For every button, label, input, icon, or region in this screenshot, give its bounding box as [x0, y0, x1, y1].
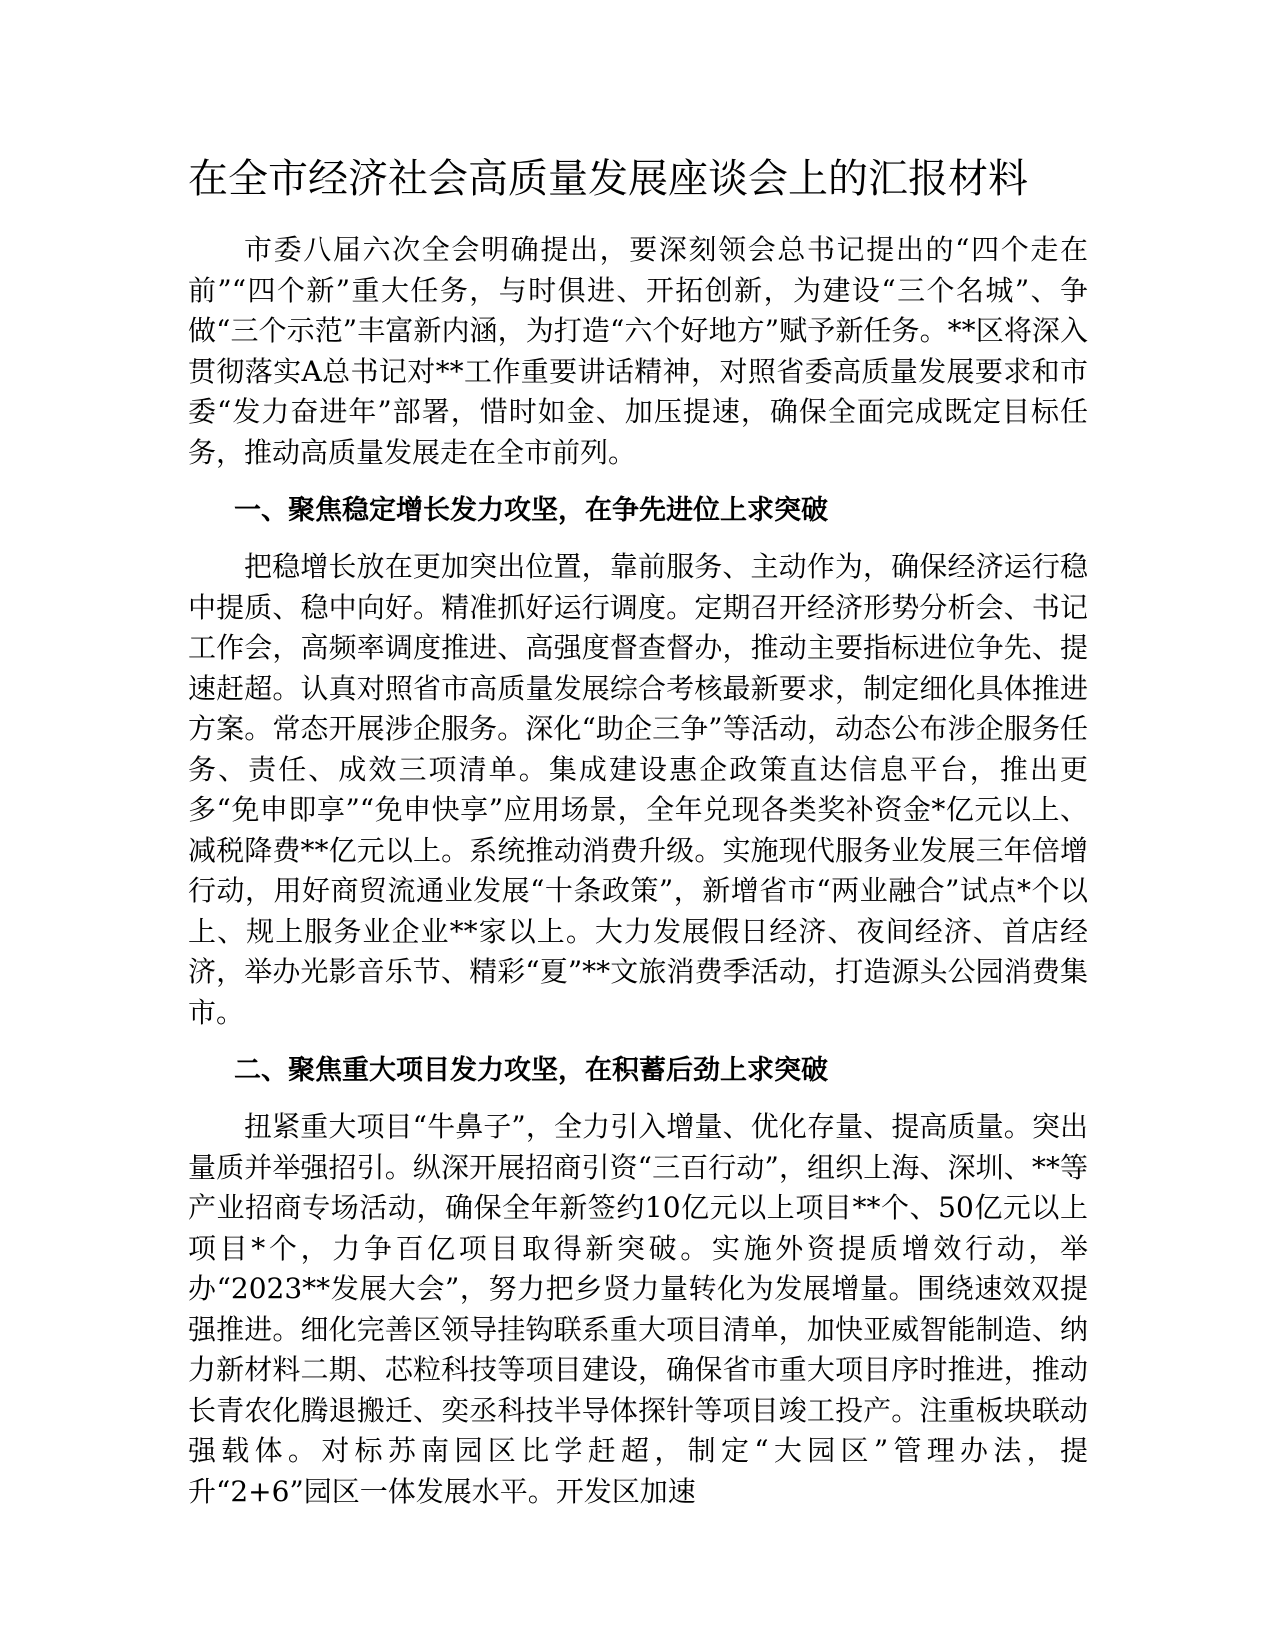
section-heading-1: 一、聚焦稳定增长发力攻坚，在争先进位上求突破 — [234, 495, 828, 526]
document-page — [188, 150, 1088, 1512]
intro-paragraph: 市委八届六次全会明确提出，要深刻领会总书记提出的“四个走在前”“四个新”重大任务，与时俱进、开拓创新，为建设“三个名城”、争做“三个示范”丰富新内涵，为打造“六个好地方”赋予新任务。**区将深入贯彻落实A总书记对**工作重要讲话精神，对照省委高质量发展要求和市委“发力奋进年”部署，惜时如金、加压提速，确保全面完成既定目标任务，推动高质量发展走在全市前列。 — [188, 233, 1088, 469]
section-body-1: 把稳增长放在更加突出位置，靠前服务、主动作为，确保经济运行稳中提质、稳中向好。精准抓好运行调度。定期召开经济形势分析会、书记工作会，高频率调度推进、高强度督查督办，推动主要指标进位争先、提速赶超。认真对照省市高质量发展综合考核最新要求，制定细化具体推进方案。常态开展涉企服务。深化“助企三争”等活动，动态公布涉企服务任务、责任、成效三项清单。集成建设惠企政策直达信息平台，推出更多“免申即享”“免申快享”应用场景，全年兑现各类奖补资金*亿元以上、减税降费**亿元以上。系统推动消费升级。实施现代服务业发展三年倍增行动，用好商贸流通业发展“十条政策”，新增省市“两业融合”试点*个以上、规上服务业企业**家以上。大力发展假日经济、夜间经济、首店经济，举办光影音乐节、精彩“夏”**文旅消费季活动，打造源头公园消费集市。 — [188, 550, 1088, 1029]
section-heading-2: 二、聚焦重大项目发力攻坚，在积蓄后劲上求突破 — [234, 1055, 828, 1086]
document-title: 在全市经济社会高质量发展座谈会上的汇报材料 — [188, 156, 1028, 202]
section-body-2: 扭紧重大项目“牛鼻子”，全力引入增量、优化存量、提高质量。突出量质并举强招引。纵深开展招商引资“三百行动”，组织上海、深圳、**等产业招商专场活动，确保全年新签约10亿元以上项目**个、50亿元以上项目*个，力争百亿项目取得新突破。实施外资提质增效行动，举办“2023**发展大会”，努力把乡贤力量转化为发展增量。围绕速效双提强推进。细化完善区领导挂钩联系重大项目清单，加快亚威智能制造、纳力新材料二期、芯粒科技等项目建设，确保省市重大项目序时推进，推动长青农化腾退搬迁、奕丞科技半导体探针等项目竣工投产。注重板块联动强载体。对标苏南园区比学赶超，制定“大园区”管理办法，提升“2+6”园区一体发展水平。开发区加速 — [188, 1110, 1088, 1508]
